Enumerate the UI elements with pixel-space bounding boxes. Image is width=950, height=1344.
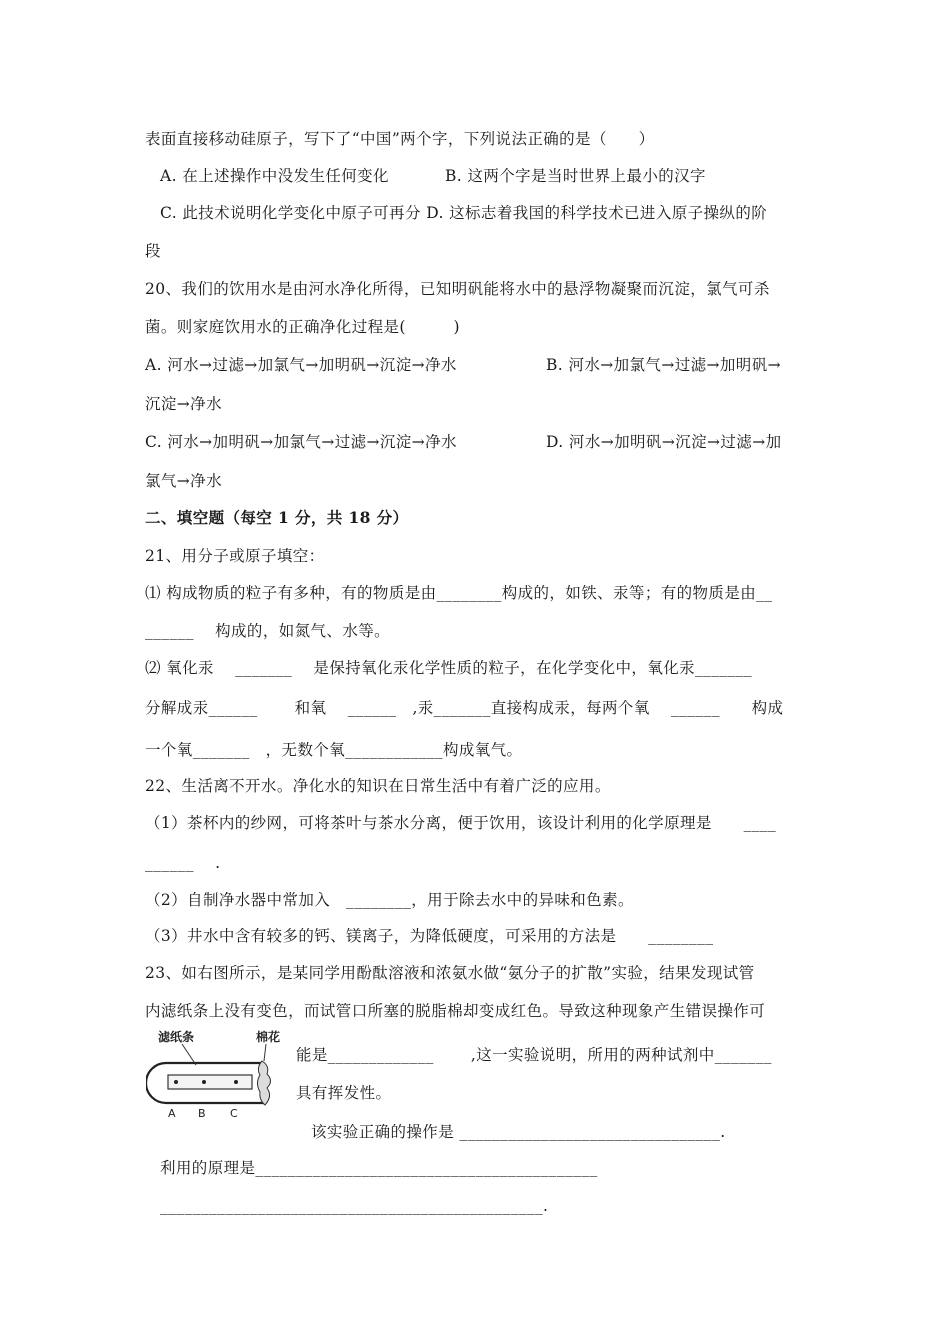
q23-principle: 利用的原理是__________________________________________ [160, 1159, 598, 1177]
q20-option-d-cont: 氯气→净水 [145, 472, 222, 490]
filter-paper-strip [168, 1075, 252, 1089]
q22-part1-cont: ______ . [145, 854, 221, 872]
cotton-plug [258, 1061, 271, 1105]
q20-option-c: C. 河水→加明矾→加氯气→过滤→沉淀→净水 [145, 433, 457, 451]
option-b: B. 这两个字是当时世界上最小的汉字 [445, 167, 706, 185]
drop-a [174, 1080, 178, 1084]
q22-part3: （3）井水中含有较多的钙、镁离子，为降低硬度，可采用的方法是 ________ [145, 927, 714, 945]
q21-part2-cont2: 一个氧_______ ，无数个氧____________构成氧气。 [145, 741, 523, 759]
question-21-stem: 21、用分子或原子填空： [145, 547, 325, 565]
question-20-stem-cont: 菌。则家庭饮用水的正确净化过程是( ) [145, 318, 460, 336]
q23-correct-operation: 该实验正确的操作是 ________________________________. [311, 1123, 726, 1141]
question-19-stem: 表面直接移动硅原子，写下了“中国”两个字，下列说法正确的是（ ） [145, 130, 655, 148]
question-23-stem-cont: 内滤纸条上没有变色，而试管口所塞的脱脂棉却变成红色。导致这种现象产生错误操作可 [145, 1002, 766, 1020]
q20-option-d: D. 河水→加明矾→沉淀→过滤→加 [546, 433, 782, 451]
q23-principle-cont: _______________________________________________. [160, 1197, 549, 1215]
label-a: A [168, 1107, 176, 1120]
test-tube-diagram [146, 1028, 286, 1120]
q21-part1-cont: ______ 构成的，如氮气、水等。 [145, 622, 391, 640]
q21-part2: ⑵ 氧化汞 _______ 是保持氧化汞化学性质的粒子，在化学变化中，氧化汞_______ [145, 659, 753, 677]
drop-c [234, 1080, 238, 1084]
q21-part2-cont: 分解成汞______ 和氧 ______ ,汞_______直接构成汞，每两个氧 ______ 构成 [145, 699, 784, 717]
filter-paper-label: 滤纸条 [158, 1030, 195, 1044]
question-23-stem: 23、如右图所示，是某同学用酚酞溶液和浓氨水做“氨分子的扩散”实验，结果发现试管 [145, 964, 755, 982]
option-d-cont: 段 [145, 242, 161, 260]
q21-part1: ⑴ 构成物质的粒子有多种，有的物质是由________构成的，如铁、汞等；有的物质是由__ [145, 584, 773, 602]
q23-blank-1: 能是_____________ ,这一实验说明，所用的两种试剂中_______ [296, 1046, 772, 1064]
q22-part2: （2）自制净水器中常加入 ________，用于除去水中的异味和色素。 [145, 891, 634, 909]
option-c-d: C. 此技术说明化学变化中原子可再分 D. 这标志着我国的科学技术已进入原子操纵的阶 [160, 204, 768, 222]
paper-pointer [182, 1044, 196, 1065]
q20-option-b: B. 河水→加氯气→过滤→加明矾→ [546, 356, 781, 374]
cotton-label: 棉花 [256, 1030, 281, 1044]
q23-volatile: 具有挥发性。 [296, 1084, 392, 1102]
label-b: B [198, 1107, 206, 1120]
cotton-pointer [264, 1044, 266, 1061]
q20-option-a: A. 河水→过滤→加氯气→加明矾→沉淀→净水 [145, 356, 457, 374]
question-22-stem: 22、生活离不开水。净化水的知识在日常生活中有着广泛的应用。 [145, 777, 611, 795]
q22-part1: （1）茶杯内的纱网，可将茶叶与茶水分离，便于饮用，该设计利用的化学原理是 ____ [145, 814, 777, 832]
label-c: C [230, 1107, 238, 1120]
question-20-stem: 20、我们的饮用水是由河水净化所得，已知明矾能将水中的悬浮物凝聚而沉淀，氯气可杀 [145, 280, 770, 298]
option-a: A. 在上述操作中没发生任何变化 [160, 167, 389, 185]
drop-b [202, 1080, 206, 1084]
q20-option-b-cont: 沉淀→净水 [145, 395, 222, 413]
section-heading: 二、填空题（每空 1 分，共 18 分） [145, 508, 409, 527]
